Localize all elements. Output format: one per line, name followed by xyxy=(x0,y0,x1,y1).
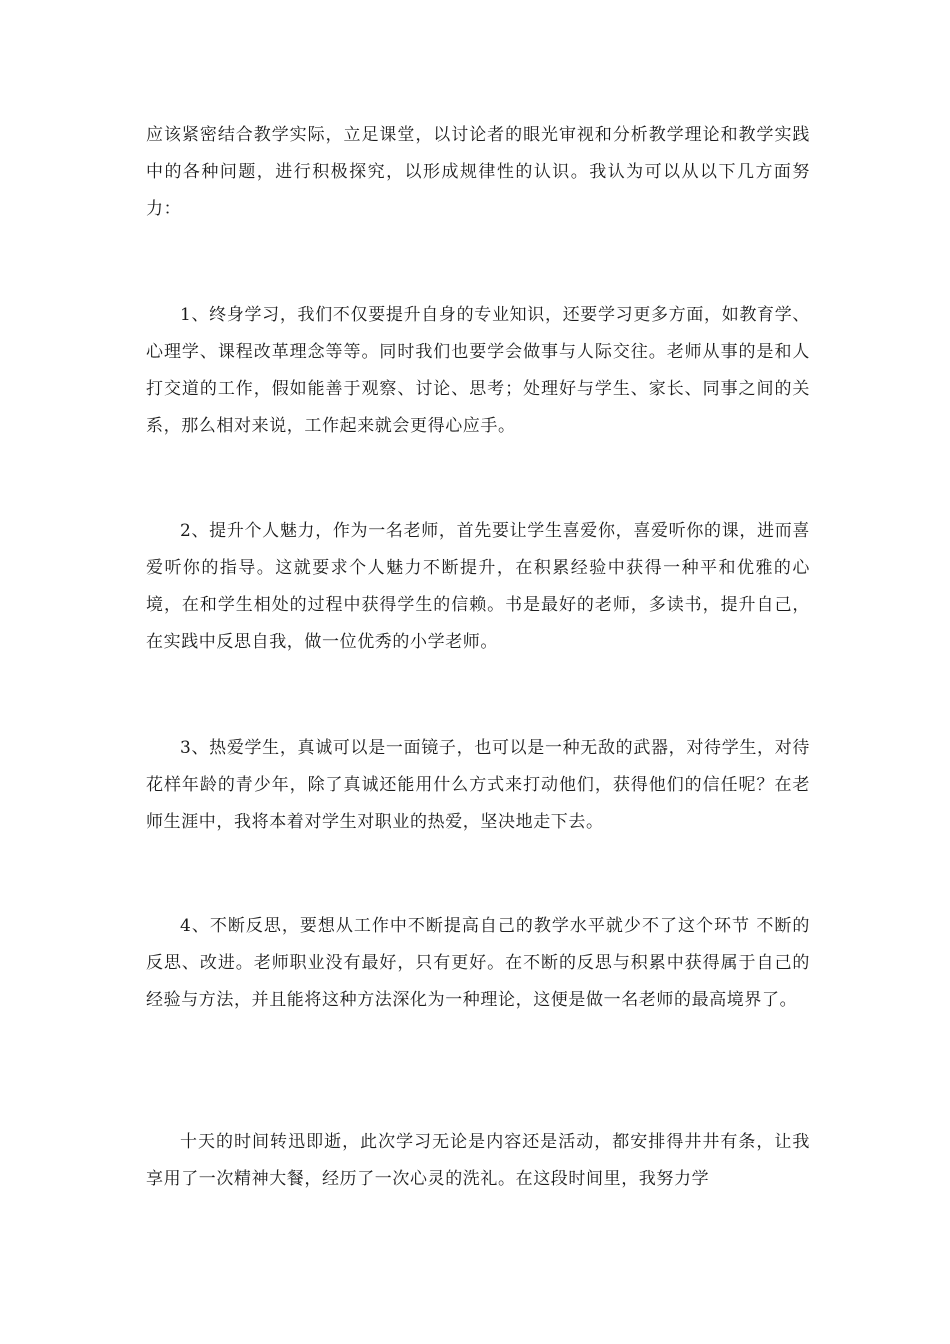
paragraph-point-1: 1、终身学习，我们不仅要提升自身的专业知识，还要学习更多方面，如教育学、心理学、课程改革理念等等。同时我们也要学会做事与人际交往。老师从事的是和人打交道的工作，假如能善于观察、讨论、思考；处理好与学生、家长、同事之间的关系，那么相对来说，工作起来就会更得心应手。 xyxy=(146,305,810,436)
paragraph-point-2: 2、提升个人魅力，作为一名老师，首先要让学生喜爱你，喜爱听你的课，进而喜爱听你的指导。这就要求个人魅力不断提升，在积累经验中获得一种平和优雅的心境，在和学生相处的过程中获得学生的信赖。书是最好的老师，多读书，提升自己，在实践中反思自我，做一位优秀的小学老师。 xyxy=(146,521,810,652)
paragraph-point-4: 4、不断反思，要想从工作中不断提高自己的教学水平就少不了这个环节 不断的反思、改进。老师职业没有最好，只有更好。在不断的反思与积累中获得属于自己的经验与方法，并且能将这种方法深化为一种理论，这便是做一名老师的最高境界了。 xyxy=(146,916,810,1010)
paragraph-intro: 应该紧密结合教学实际，立足课堂，以讨论者的眼光审视和分析教学理论和教学实践中的各种问题，进行积极探究，以形成规律性的认识。我认为可以从以下几方面努力： xyxy=(146,125,810,219)
paragraph-point-3: 3、热爱学生，真诚可以是一面镜子，也可以是一种无敌的武器，对待学生，对待花样年龄的青少年，除了真诚还能用什么方式来打动他们，获得他们的信任呢？在老师生涯中，我将本着对学生对职业的热爱，坚决地走下去。 xyxy=(146,738,810,832)
paragraph-conclusion: 十天的时间转迅即逝，此次学习无论是内容还是活动，都安排得井井有条，让我享用了一次精神大餐，经历了一次心灵的洗礼。在这段时间里，我努力学 xyxy=(146,1132,810,1189)
